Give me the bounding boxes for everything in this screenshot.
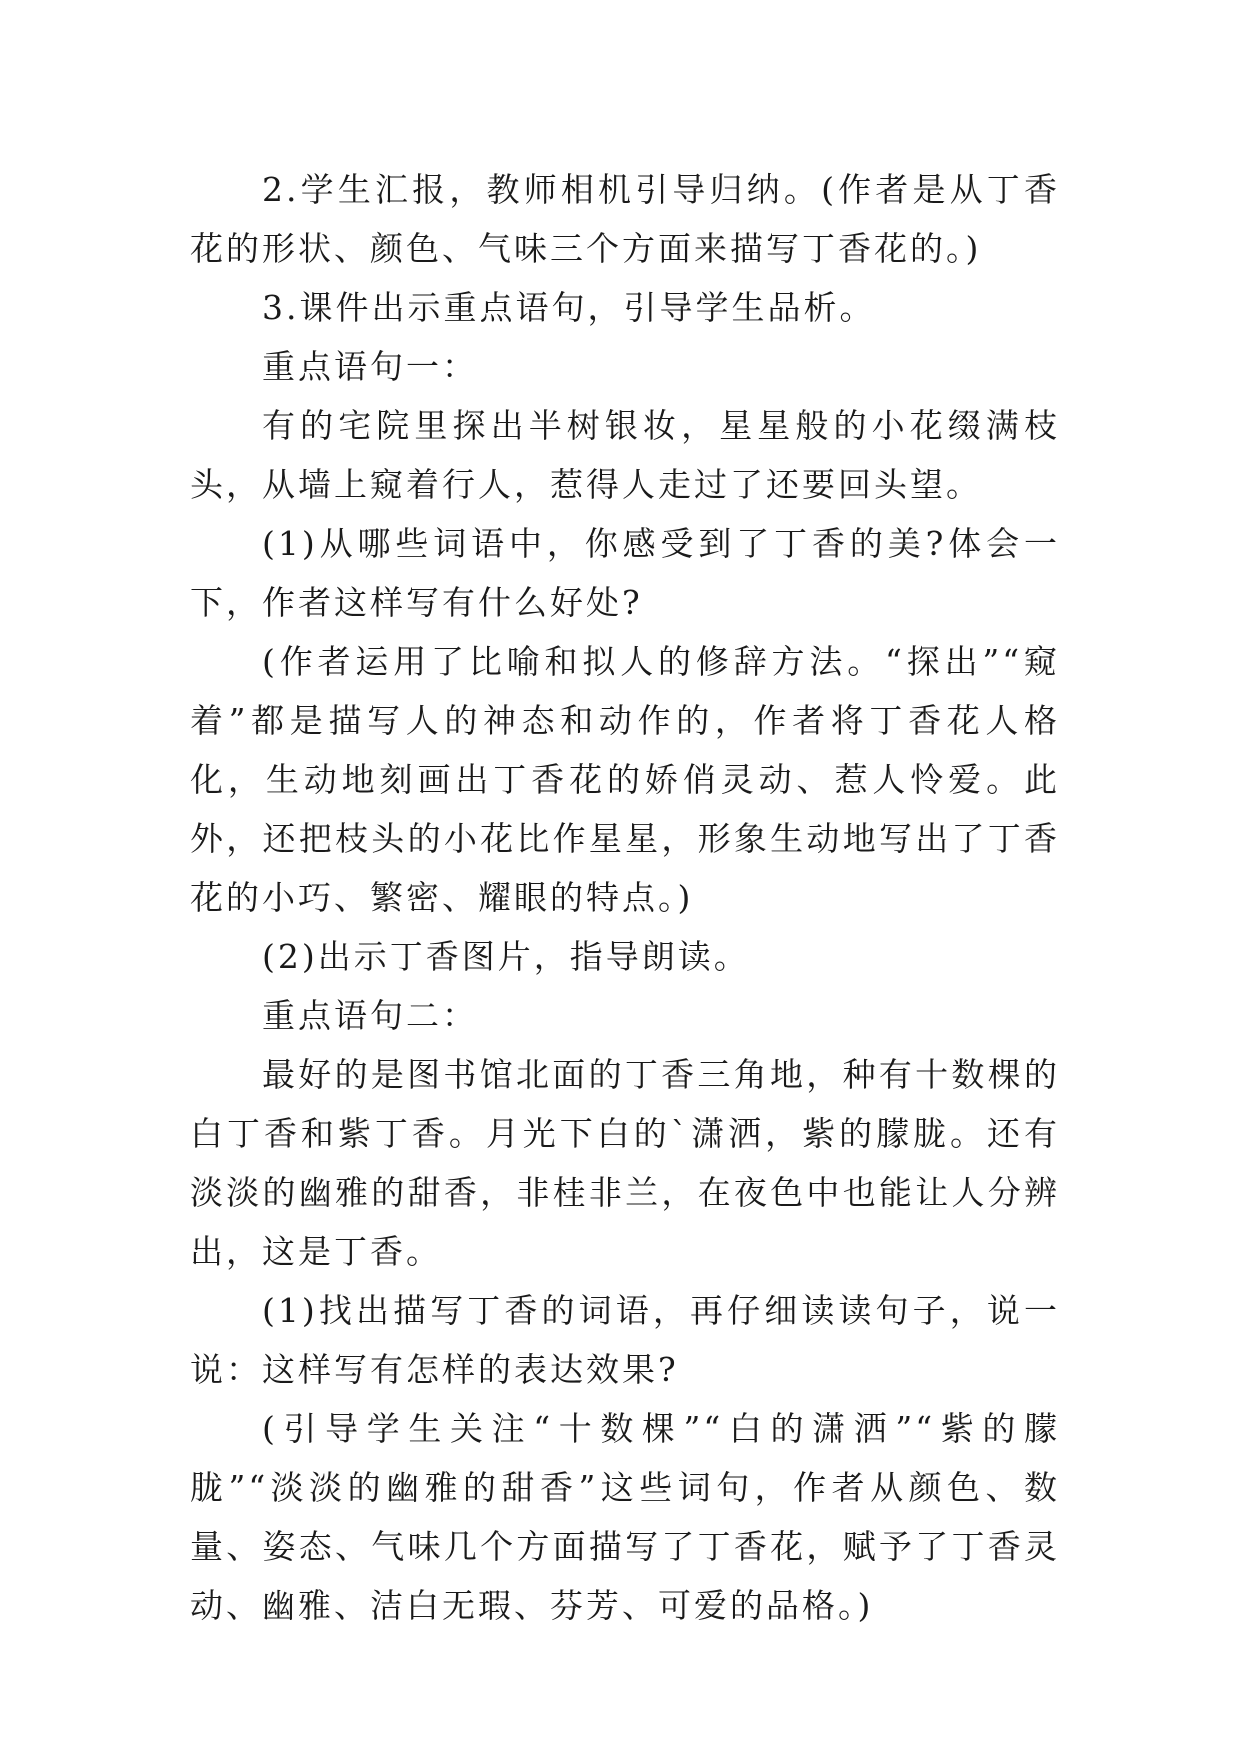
- heading-key-sentence-one: 重点语句一：: [262, 347, 478, 386]
- answer-sentence-one: (作者运用了比喻和拟人的修辞方法。“探出”“窥着”都是描写人的神态和动作的，作者将丁香花人格化，生动地刻画出丁香花的娇俏灵动、惹人怜爱。此外，还把枝头的小花比作星星，形象生动地写出了丁香花的小巧、繁密、耀眼的特点。): [190, 642, 1060, 917]
- document-body: [190, 160, 1060, 1635]
- answer-sentence-two: (引导学生关注“十数棵”“白的潇洒”“紫的朦胧”“淡淡的幽雅的甜香”这些词句，作者从颜色、数量、姿态、气味几个方面描写了丁香花，赋予了丁香灵动、幽雅、洁白无瑕、芬芳、可爱的品格。): [190, 1409, 1060, 1625]
- question-one-sentence-one: (1)从哪些词语中，你感受到了丁香的美?体会一下，作者这样写有什么好处?: [190, 524, 1060, 622]
- quote-key-sentence-two: 最好的是图书馆北面的丁香三角地，种有十数棵的白丁香和紫丁香。月光下白的`潇洒，紫的朦胧。还有淡淡的幽雅的甜香，非桂非兰，在夜色中也能让人分辨出，这是丁香。: [190, 1055, 1060, 1271]
- heading-key-sentence-two: 重点语句二：: [262, 996, 478, 1035]
- paragraph-courseware-key-sentences: 3.课件出示重点语句，引导学生品析。: [262, 288, 876, 327]
- question-two-sentence-one: (2)出示丁香图片，指导朗读。: [262, 937, 750, 976]
- paragraph-student-report: 2.学生汇报，教师相机引导归纳。(作者是从丁香花的形状、颜色、气味三个方面来描写丁香花的。): [190, 170, 1060, 268]
- question-one-sentence-two: (1)找出描写丁香的词语，再仔细读读句子，说一说：这样写有怎样的表达效果?: [190, 1291, 1060, 1389]
- quote-key-sentence-one: 有的宅院里探出半树银妆，星星般的小花缀满枝头，从墙上窥着行人，惹得人走过了还要回头望。: [190, 406, 1060, 504]
